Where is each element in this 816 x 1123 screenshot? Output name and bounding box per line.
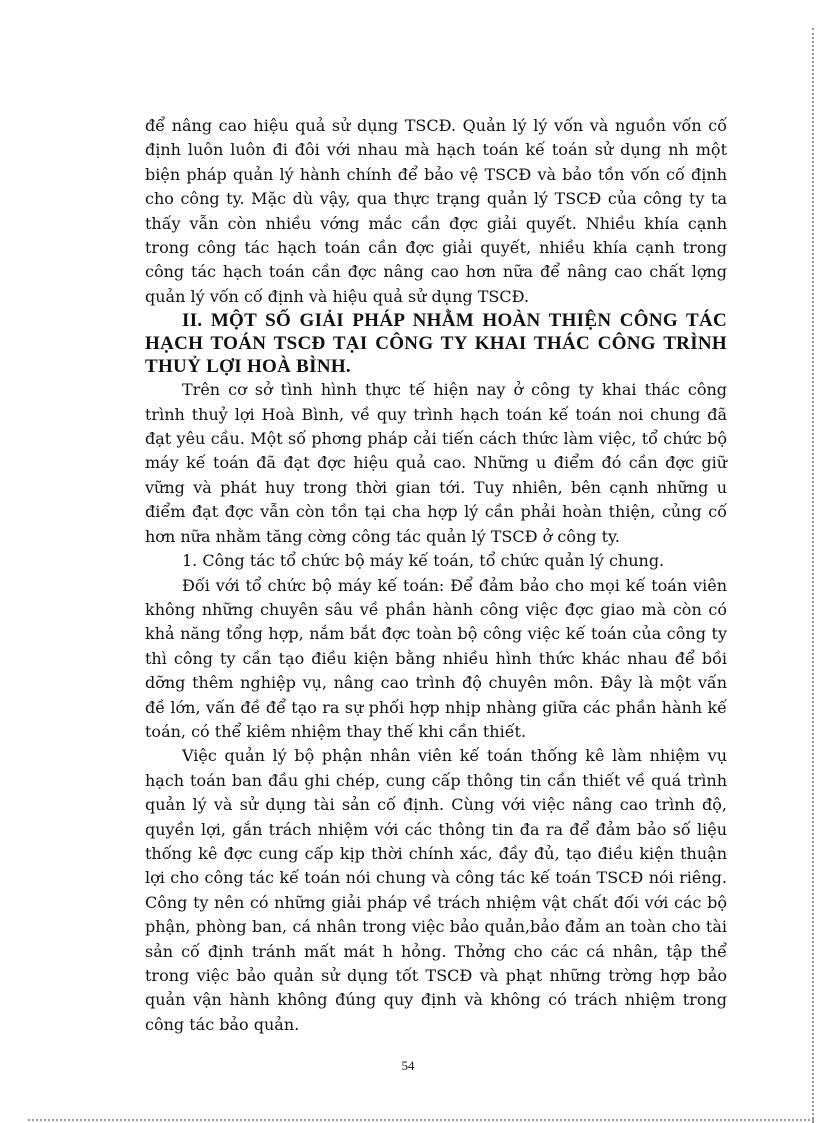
page-number: 54 (401, 1058, 415, 1073)
paragraph-management: Việc quản lý bộ phận nhân viên kế toán thống kê làm nhiệm vụ hạch toán ban đầu ghi chép, cung cấp thông tin cần thiết về quá trình quản lý và sử dụng tài sản cố định. Cùng với việc nâng cao trình độ, quyền lợi, gắn trách nhiệm với các thông tin đa ra để đảm bảo số liệu thống kê đợc cung cấp kịp thời chính xác, đầy đủ, tạo điều kiện thuận lợi cho công tác kế toán nói chung và công tác kế toán TSCĐ nói riêng. Công ty nên có những giải pháp về trách nhiệm vật chất đối với các bộ phận, phòng ban, cá nhân trong việc bảo quản,bảo đảm an toàn cho tài sản cố định tránh mất mát h hỏng. Thởng cho các cá nhân, tập thể trong việc bảo quản sử dụng tốt TSCĐ và phạt những trờng hợp bảo quản vận hành không đúng quy định và không có trách nhiệm trong công tác bảo quản. (145, 746, 727, 1034)
paragraph-organization: Đối với tổ chức bộ máy kế toán: Để đảm bảo cho mọi kế toán viên không những chuyên sâu về phần hành công việc đợc giao mà còn có khả năng tổng hợp, nắm bắt đợc toàn bộ công việc kế toán của công ty thì công ty cần tạo điều kiện bằng nhiều hình thức khác nhau để bồi dỡng thêm nghiệp vụ, nâng cao trình độ chuyên môn. Đây là một vấn đề lớn, vấn đề để tạo ra sự phối hợp nhịp nhàng giữa các phần hành kế toán, có thể kiêm nhiệm thay thế khi cần thiết. (145, 575, 727, 741)
paragraph-intro: để nâng cao hiệu quả sử dụng TSCĐ. Quản lý lý vốn và nguồn vốn cố định luôn luôn đi đôi với nhau mà hạch toán kế toán sử dụng nh một biện pháp quản lý hành chính để bảo vệ TSCĐ và bảo tồn vốn cố định cho công ty. Mặc dù vậy, qua thực trạng quản lý TSCĐ của công ty ta thấy vẫn còn nhiều vớng mắc cần đợc giải quyết. Nhiều khía cạnh trong công tác hạch toán cần đợc giải quyết, nhiều khía cạnh trong công tác hạch toán cần đợc nâng cao hơn nữa để nâng cao chất lợng quản lý vốn cố định và hiệu quả sử dụng TSCĐ. (145, 116, 727, 306)
page-border-right (812, 28, 814, 1123)
paragraph-overview: Trên cơ sở tình hình thực tế hiện nay ở công ty khai thác công trình thuỷ lợi Hoà Bình, về quy trình hạch toán kế toán noi chung đã đạt yêu cầu. Một số phơng pháp cải tiến cách thức làm việc, tổ chức bộ máy kế toán đã đạt đợc hiệu quả cao. Những u điểm đó cần đợc giữ vững và phát huy trong thời gian tới. Tuy nhiên, bên cạnh những u điểm đạt đợc vẫn còn tồn tại cha hợp lý cần phải hoàn thiện, củng cố hơn nữa nhằm tăng cờng công tác quản lý TSCĐ ở công ty. (145, 380, 727, 546)
subsection-title: 1. Công tác tổ chức bộ máy kế toán, tổ chức quản lý chung. (182, 551, 665, 571)
section-heading: II. MỘT SỐ GIẢI PHÁP NHẰM HOÀN THIỆN CÔNG TÁC HẠCH TOÁN TSCĐ TẠI CÔNG TY KHAI THÁC CÔNG TRÌNH THUỶ LỢI HOÀ BÌNH. (145, 310, 727, 378)
page-border-bottom (28, 1119, 814, 1121)
document-body (145, 114, 727, 1037)
